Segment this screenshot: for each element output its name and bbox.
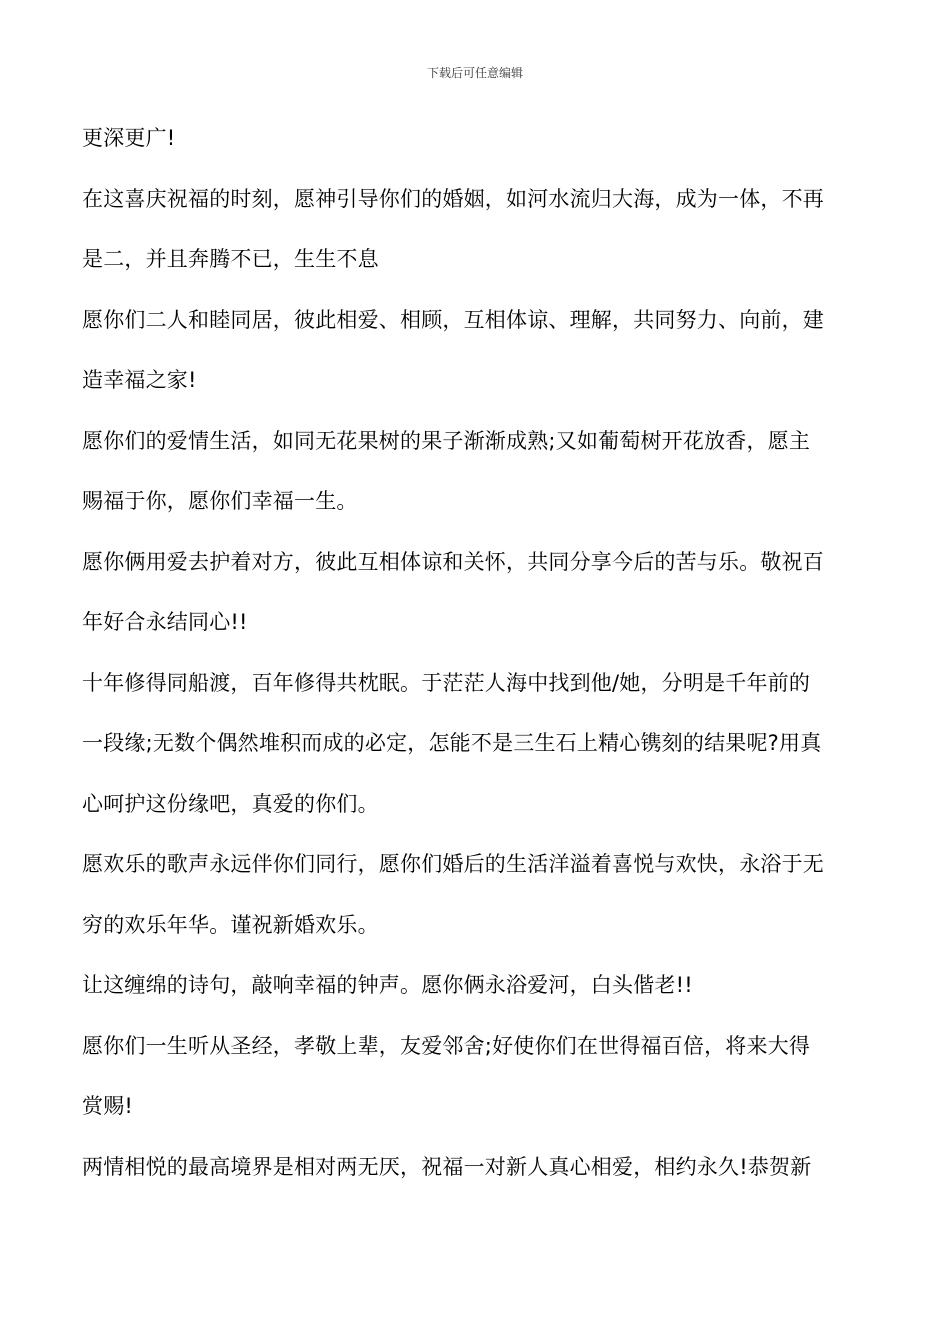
text-line: 两情相悦的最高境界是相对两无厌，祝福一对新人真心相爱，相约永久!恭贺新	[82, 1154, 812, 1179]
document-body	[82, 116, 872, 1205]
page-header: 下载后可任意编辑	[426, 66, 523, 80]
text-line: 造幸福之家!	[82, 368, 197, 392]
text-line: 在这喜庆祝福的时刻，愿神引导你们的婚姻，如河水流归大海，成为一体，不再	[82, 186, 824, 211]
text-line: 年好合永结同心!!	[82, 610, 248, 634]
text-line: 心呵护这份缘吧，真爱的你们。	[82, 791, 379, 816]
text-line: 让这缠绵的诗句，敲响幸福的钟声。愿你俩永浴爱河，白头偕老!!	[82, 973, 693, 997]
text-line: 愿你们一生听从圣经，孝敬上辈，友爱邻舍;好使你们在世得福百倍，将来大得	[82, 1033, 811, 1058]
text-line: 更深更广!	[82, 126, 176, 150]
text-line: 是二，并且奔腾不已，生生不息	[82, 247, 379, 271]
text-line: 愿你们的爱情生活，如同无花果树的果子渐渐成熟;又如葡萄树开花放香，愿主	[82, 428, 811, 453]
text-line: 赐福于你，愿你们幸福一生。	[82, 489, 358, 513]
text-line: 十年修得同船渡，百年修得共枕眠。于茫茫人海中找到他/她，分明是千年前的	[82, 670, 811, 695]
text-line: 一段缘;无数个偶然堆积而成的必定，怎能不是三生石上精心镌刻的结果呢?用真	[82, 731, 822, 755]
text-line: 愿你们二人和睦同居，彼此相爱、相顾，互相体谅、理解，共同努力、向前，建	[82, 307, 824, 332]
text-line: 愿欢乐的歌声永远伴你们同行，愿你们婚后的生活洋溢着喜悦与欢快，永浴于无	[82, 852, 824, 876]
text-line: 赏赐!	[82, 1094, 134, 1118]
text-line: 愿你俩用爱去护着对方，彼此互相体谅和关怀，共同分享今后的苦与乐。敬祝百	[82, 549, 824, 574]
text-line: 穷的欢乐年华。谨祝新婚欢乐。	[82, 912, 379, 937]
